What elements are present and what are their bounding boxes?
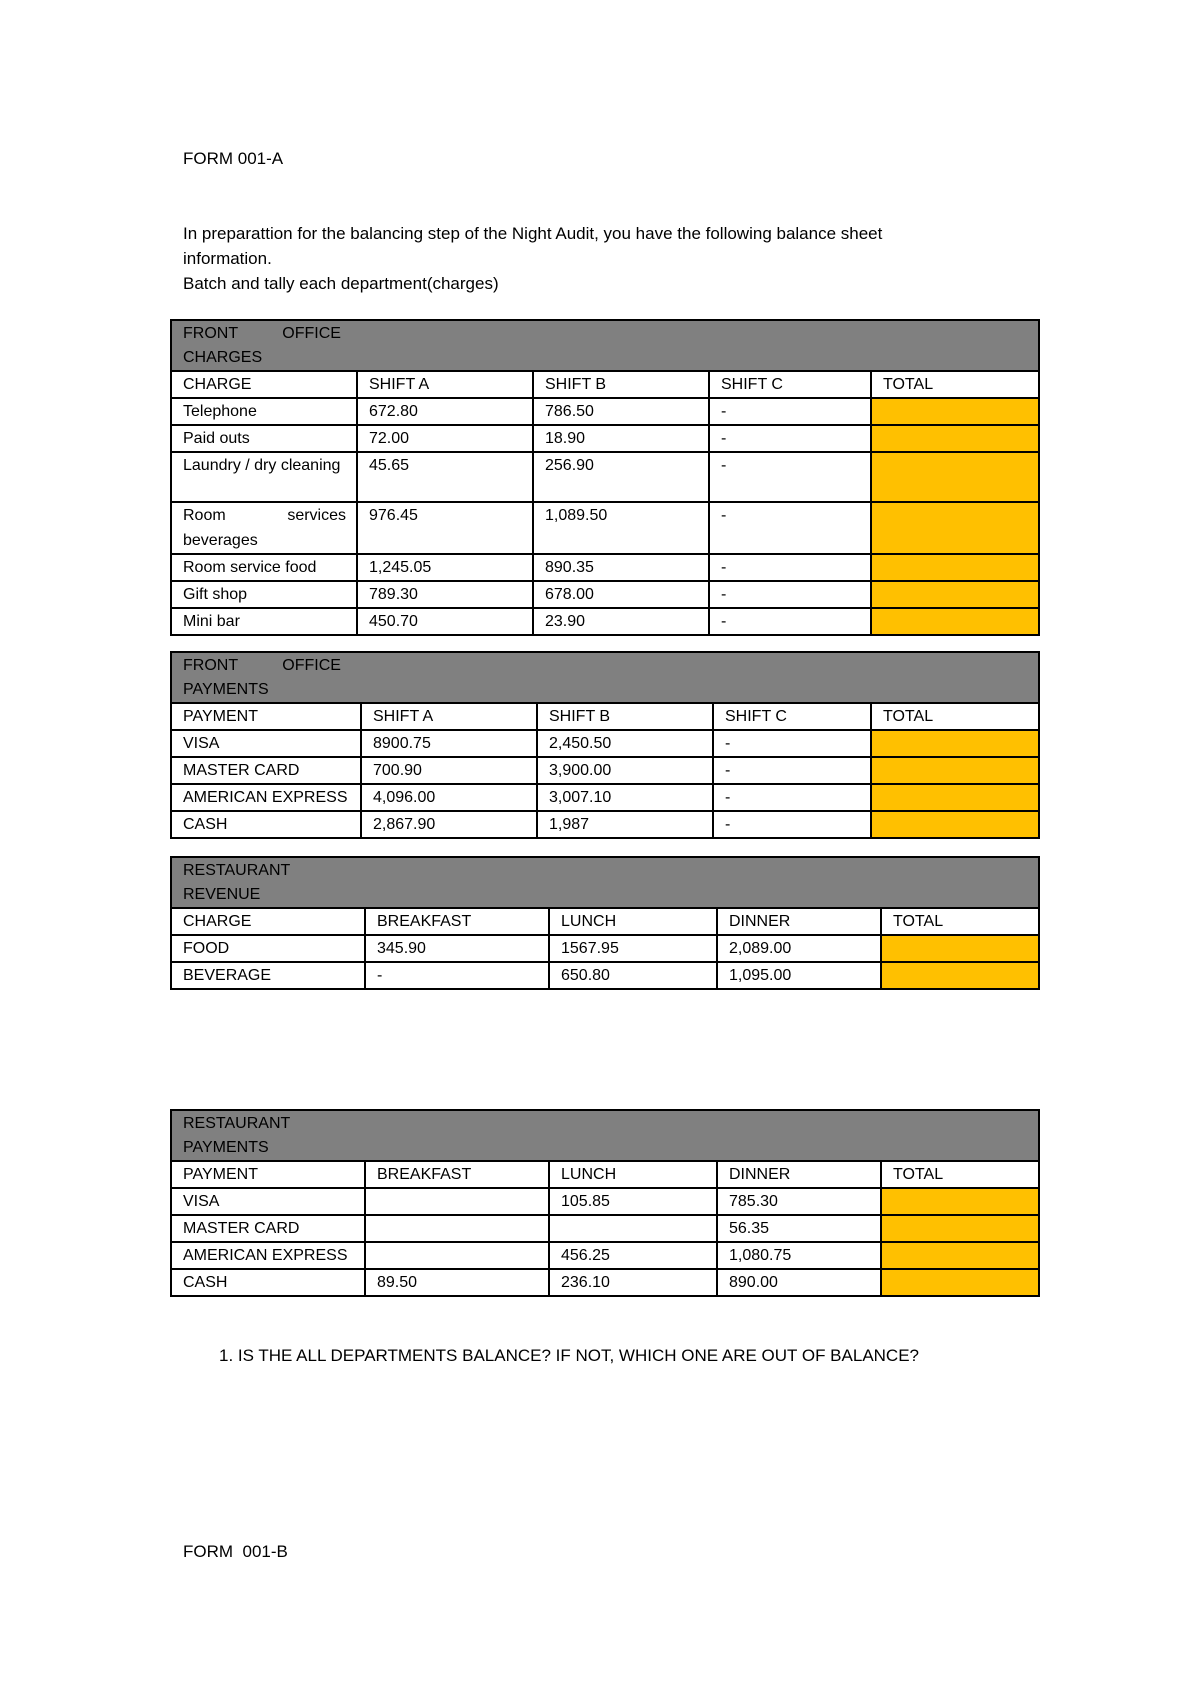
table-cell: - — [713, 730, 871, 757]
restaurant-revenue-table — [170, 856, 1040, 990]
total-input-cell[interactable] — [871, 425, 1039, 452]
total-input-cell[interactable] — [871, 811, 1039, 838]
row-label: Gift shop — [171, 581, 357, 608]
table-cell: - — [709, 581, 871, 608]
table-row — [171, 1215, 1039, 1242]
table-title-line-1: RESTAURANT — [183, 862, 291, 879]
row-label: Paid outs — [171, 425, 357, 452]
column-header: LUNCH — [549, 1161, 717, 1188]
table-cell: 678.00 — [533, 581, 709, 608]
row-label: CASH — [171, 811, 361, 838]
column-header: CHARGE — [171, 371, 357, 398]
table-cell: 1,987 — [537, 811, 713, 838]
front-office-charges-table — [170, 319, 1040, 636]
total-input-cell[interactable] — [881, 1215, 1039, 1242]
row-label: Mini bar — [171, 608, 357, 635]
row-label: CASH — [171, 1269, 365, 1296]
table-cell: 890.35 — [533, 554, 709, 581]
total-input-cell[interactable] — [881, 1188, 1039, 1215]
table-cell: 785.30 — [717, 1188, 881, 1215]
table-row — [171, 554, 1039, 581]
restaurant-payments-table — [170, 1109, 1040, 1297]
table-header-row — [171, 1161, 1039, 1188]
table-header-row — [171, 908, 1039, 935]
table-cell: - — [709, 502, 871, 554]
table-cell: 45.65 — [357, 452, 533, 502]
table-title — [171, 652, 1039, 703]
column-header: SHIFT A — [361, 703, 537, 730]
column-header: SHIFT C — [709, 371, 871, 398]
total-input-cell[interactable] — [871, 608, 1039, 635]
total-input-cell[interactable] — [881, 935, 1039, 962]
table-cell: 256.90 — [533, 452, 709, 502]
row-label: Room services beverages — [171, 502, 357, 554]
table-cell: - — [709, 554, 871, 581]
table-cell — [365, 1242, 549, 1269]
table-cell: 789.30 — [357, 581, 533, 608]
column-header: PAYMENT — [171, 1161, 365, 1188]
table-row — [171, 452, 1039, 502]
table-title-line-1: FRONT OFFICE — [183, 657, 341, 674]
table-cell: - — [709, 425, 871, 452]
row-label: Telephone — [171, 398, 357, 425]
table-cell: 8900.75 — [361, 730, 537, 757]
total-input-cell[interactable] — [871, 581, 1039, 608]
table-cell: 18.90 — [533, 425, 709, 452]
total-input-cell[interactable] — [881, 962, 1039, 989]
column-header: TOTAL — [881, 908, 1039, 935]
table-cell: 890.00 — [717, 1269, 881, 1296]
total-input-cell[interactable] — [871, 502, 1039, 554]
column-header: DINNER — [717, 1161, 881, 1188]
table-cell: - — [365, 962, 549, 989]
column-header: TOTAL — [871, 703, 1039, 730]
table-cell: 2,450.50 — [537, 730, 713, 757]
total-input-cell[interactable] — [871, 784, 1039, 811]
total-input-cell[interactable] — [881, 1269, 1039, 1296]
table-cell: - — [709, 398, 871, 425]
table-cell: 1567.95 — [549, 935, 717, 962]
table-cell: 450.70 — [357, 608, 533, 635]
column-header: CHARGE — [171, 908, 365, 935]
form-001-b-label: FORM 001-B — [183, 1542, 288, 1561]
row-label: MASTER CARD — [171, 1215, 365, 1242]
table-cell: 1,095.00 — [717, 962, 881, 989]
table-row — [171, 502, 1039, 554]
table-cell: 56.35 — [717, 1215, 881, 1242]
form-001-a-label: FORM 001-A — [183, 149, 284, 168]
instructions-line-1: In preparattion for the balancing step of the Night Audit, you have the following balance sheet — [183, 224, 883, 243]
table-header-row — [171, 703, 1039, 730]
table-title-line-2: PAYMENTS — [183, 1139, 269, 1156]
table-cell: - — [709, 608, 871, 635]
table-cell: - — [713, 757, 871, 784]
total-input-cell[interactable] — [871, 730, 1039, 757]
row-label: VISA — [171, 730, 361, 757]
table-cell — [549, 1215, 717, 1242]
column-header: TOTAL — [871, 371, 1039, 398]
column-header: PAYMENT — [171, 703, 361, 730]
row-label: BEVERAGE — [171, 962, 365, 989]
table-cell: 456.25 — [549, 1242, 717, 1269]
row-label: AMERICAN EXPRESS — [171, 1242, 365, 1269]
column-header: LUNCH — [549, 908, 717, 935]
column-header: SHIFT C — [713, 703, 871, 730]
total-input-cell[interactable] — [871, 398, 1039, 425]
column-header: SHIFT B — [537, 703, 713, 730]
table-cell: 2,089.00 — [717, 935, 881, 962]
table-row — [171, 1242, 1039, 1269]
table-cell: 672.80 — [357, 398, 533, 425]
table-cell: 105.85 — [549, 1188, 717, 1215]
table-cell: - — [713, 811, 871, 838]
balance-question: 1. IS THE ALL DEPARTMENTS BALANCE? IF NOT, WHICH ONE ARE OUT OF BALANCE? — [219, 1346, 920, 1365]
table-cell: 1,089.50 — [533, 502, 709, 554]
row-label: Laundry / dry cleaning — [171, 452, 357, 502]
instructions-line-3: Batch and tally each department(charges) — [183, 274, 499, 293]
instructions — [183, 221, 973, 296]
front-office-payments-table — [170, 651, 1040, 839]
table-cell: 3,900.00 — [537, 757, 713, 784]
row-label: FOOD — [171, 935, 365, 962]
table-title-line-2: CHARGES — [183, 349, 263, 366]
table-row — [171, 608, 1039, 635]
table-title-line-2: PAYMENTS — [183, 681, 269, 698]
table-cell: 1,080.75 — [717, 1242, 881, 1269]
column-header: BREAKFAST — [365, 908, 549, 935]
table-row — [171, 784, 1039, 811]
table-title — [171, 320, 1039, 371]
column-header: DINNER — [717, 908, 881, 935]
column-header: SHIFT B — [533, 371, 709, 398]
table-cell: 4,096.00 — [361, 784, 537, 811]
total-input-cell[interactable] — [871, 554, 1039, 581]
table-row — [171, 398, 1039, 425]
table-cell: - — [713, 784, 871, 811]
table-cell: 89.50 — [365, 1269, 549, 1296]
table-header-row — [171, 371, 1039, 398]
table-cell: 23.90 — [533, 608, 709, 635]
table-cell — [365, 1215, 549, 1242]
row-label: VISA — [171, 1188, 365, 1215]
row-label: AMERICAN EXPRESS — [171, 784, 361, 811]
total-input-cell[interactable] — [881, 1242, 1039, 1269]
table-row — [171, 935, 1039, 962]
column-header: BREAKFAST — [365, 1161, 549, 1188]
table-cell: 786.50 — [533, 398, 709, 425]
table-cell: 3,007.10 — [537, 784, 713, 811]
table-cell: - — [709, 452, 871, 502]
table-row — [171, 962, 1039, 989]
table-row — [171, 1188, 1039, 1215]
instructions-line-2: information. — [183, 249, 272, 268]
total-input-cell[interactable] — [871, 452, 1039, 502]
table-cell: 72.00 — [357, 425, 533, 452]
table-cell: 976.45 — [357, 502, 533, 554]
table-cell: 650.80 — [549, 962, 717, 989]
table-cell: 236.10 — [549, 1269, 717, 1296]
table-row — [171, 425, 1039, 452]
row-label: Room service food — [171, 554, 357, 581]
table-cell: 700.90 — [361, 757, 537, 784]
table-title — [171, 857, 1039, 908]
row-label: MASTER CARD — [171, 757, 361, 784]
table-title — [171, 1110, 1039, 1161]
table-row — [171, 1269, 1039, 1296]
table-title-line-1: RESTAURANT — [183, 1115, 291, 1132]
table-cell: 345.90 — [365, 935, 549, 962]
table-title-line-2: REVENUE — [183, 886, 261, 903]
column-header: TOTAL — [881, 1161, 1039, 1188]
total-input-cell[interactable] — [871, 757, 1039, 784]
table-row — [171, 757, 1039, 784]
table-row — [171, 811, 1039, 838]
table-row — [171, 581, 1039, 608]
table-cell: 2,867.90 — [361, 811, 537, 838]
table-row — [171, 730, 1039, 757]
column-header: SHIFT A — [357, 371, 533, 398]
table-cell: 1,245.05 — [357, 554, 533, 581]
table-cell — [365, 1188, 549, 1215]
table-title-line-1: FRONT OFFICE — [183, 325, 341, 342]
